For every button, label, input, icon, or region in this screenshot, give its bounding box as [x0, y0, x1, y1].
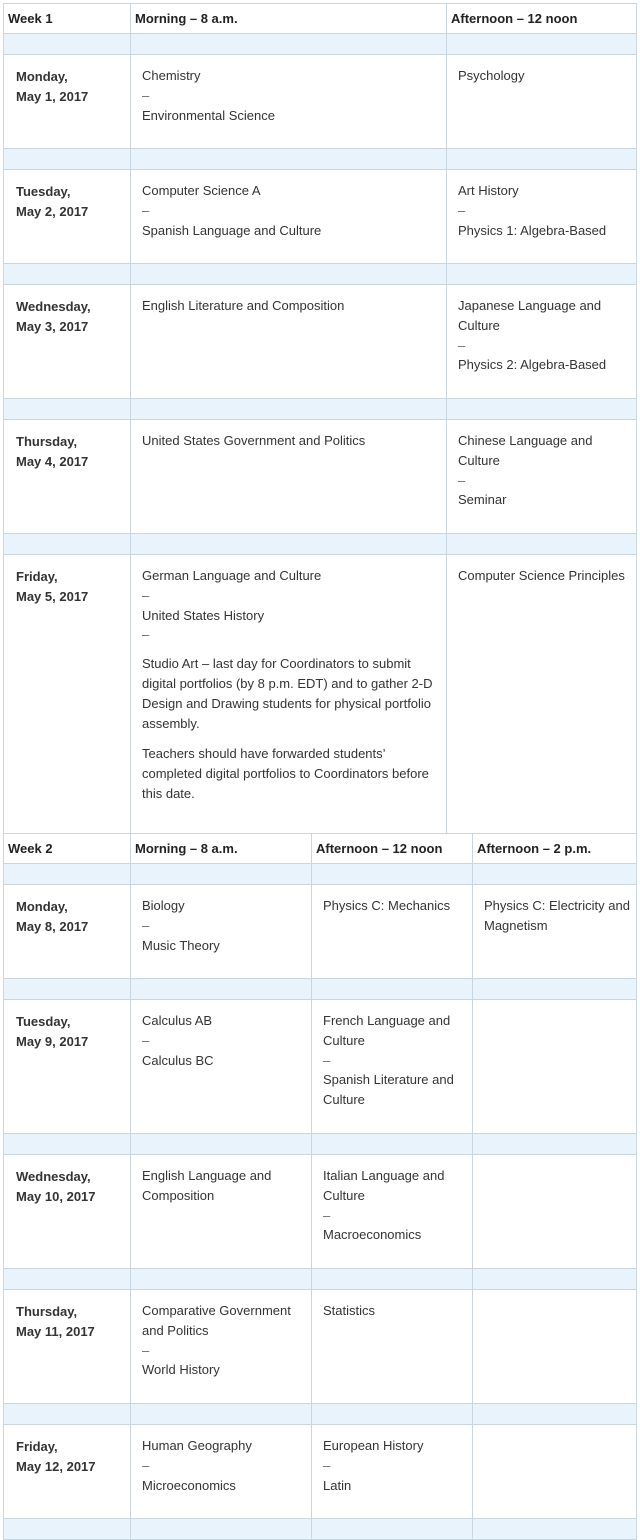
morning-cell	[131, 170, 447, 264]
exam-subject: English Language and Composition	[142, 1168, 272, 1203]
date-label: May 5, 2017	[16, 588, 89, 604]
day-cell	[4, 555, 131, 848]
column-header-morning: Morning – 8 a.m.	[131, 4, 447, 34]
week-1-schedule-table	[3, 3, 637, 869]
afternoon-noon-cell	[312, 1425, 473, 1519]
morning-cell	[131, 55, 447, 149]
date-label: May 9, 2017	[16, 1033, 89, 1049]
spacer-row	[4, 1519, 637, 1540]
exam-subject: Chinese Language and Culture	[458, 433, 593, 468]
separator: –	[458, 202, 466, 218]
spacer-row	[4, 264, 637, 285]
afternoon-cell	[447, 55, 637, 149]
column-header-afternoon-2pm: Afternoon – 2 p.m.	[473, 834, 637, 864]
morning-cell	[131, 1425, 312, 1519]
exam-subject: Psychology	[458, 68, 525, 83]
date-label: May 4, 2017	[16, 453, 89, 469]
afternoon-2pm-cell	[473, 885, 637, 979]
date-label: May 1, 2017	[16, 88, 89, 104]
day-label: Tuesday,	[16, 184, 71, 199]
exam-subject: Physics C: Electricity and Magnetism	[484, 898, 630, 933]
separator: –	[458, 472, 466, 488]
column-header-week: Week 1	[4, 4, 131, 34]
afternoon-noon-cell	[312, 1000, 473, 1134]
day-label: Friday,	[16, 1439, 58, 1454]
separator: –	[142, 1342, 150, 1358]
exam-subject: Environmental Science	[142, 107, 275, 123]
afternoon-cell	[447, 420, 637, 534]
exam-subject: Macroeconomics	[323, 1227, 422, 1243]
separator: –	[142, 627, 150, 643]
exam-subject: Computer Science Principles	[458, 568, 625, 583]
exam-subject: Italian Language and Culture	[323, 1168, 445, 1203]
exam-subject: World History	[142, 1362, 220, 1378]
morning-cell	[131, 555, 447, 848]
spacer-row	[4, 864, 637, 885]
day-cell	[4, 1425, 131, 1519]
day-label: Wednesday,	[16, 1169, 91, 1184]
table-row	[4, 170, 637, 264]
afternoon-noon-cell	[312, 1155, 473, 1269]
separator: –	[142, 1032, 150, 1048]
column-header-week: Week 2	[4, 834, 131, 864]
separator: –	[323, 1207, 331, 1223]
exam-subject: European History	[323, 1438, 424, 1453]
exam-subject: United States Government and Politics	[142, 433, 366, 448]
table-row	[4, 420, 637, 534]
morning-cell	[131, 885, 312, 979]
spacer-row	[4, 1134, 637, 1155]
table-row	[4, 885, 637, 979]
week-2-schedule-table	[3, 833, 637, 1540]
column-header-afternoon-noon: Afternoon – 12 noon	[312, 834, 473, 864]
exam-subject: Latin	[323, 1477, 352, 1493]
exam-subject: Seminar	[458, 492, 507, 508]
table-row	[4, 1000, 637, 1134]
exam-subject: Music Theory	[142, 937, 220, 953]
date-label: May 12, 2017	[16, 1458, 96, 1474]
afternoon-cell	[447, 285, 637, 399]
exam-subject: Microeconomics	[142, 1477, 236, 1493]
exam-subject: Calculus BC	[142, 1052, 214, 1068]
spacer-row	[4, 534, 637, 555]
date-label: May 11, 2017	[16, 1323, 95, 1339]
date-label: May 3, 2017	[16, 318, 89, 334]
date-label: May 8, 2017	[16, 918, 89, 934]
day-cell	[4, 420, 131, 534]
separator: –	[142, 87, 150, 103]
afternoon-2pm-cell	[473, 1290, 637, 1404]
morning-cell	[131, 1290, 312, 1404]
separator: –	[323, 1457, 331, 1473]
spacer-row	[4, 1269, 637, 1290]
day-label: Wednesday,	[16, 299, 91, 314]
day-cell	[4, 1155, 131, 1269]
separator: –	[142, 202, 150, 218]
spacer-row	[4, 399, 637, 420]
afternoon-2pm-cell	[473, 1000, 637, 1134]
exam-subject: Physics C: Mechanics	[323, 898, 451, 913]
afternoon-noon-cell	[312, 1290, 473, 1404]
date-label: May 10, 2017	[16, 1188, 96, 1204]
exam-subject: Comparative Government and Politics	[142, 1303, 291, 1338]
day-label: Thursday,	[16, 1304, 78, 1319]
table-row	[4, 1290, 637, 1404]
day-label: Monday,	[16, 69, 68, 84]
day-cell	[4, 285, 131, 399]
exam-subject: Physics 1: Algebra-Based	[458, 222, 607, 238]
table-row	[4, 1425, 637, 1519]
table-row	[4, 55, 637, 149]
day-cell	[4, 1290, 131, 1404]
morning-cell	[131, 1155, 312, 1269]
separator: –	[323, 1052, 331, 1068]
exam-subject: German Language and Culture	[142, 568, 322, 583]
afternoon-cell	[447, 170, 637, 264]
afternoon-cell	[447, 555, 637, 848]
day-cell	[4, 885, 131, 979]
table-row	[4, 285, 637, 399]
day-label: Monday,	[16, 899, 68, 914]
separator: –	[142, 587, 150, 603]
spacer-row	[4, 149, 637, 170]
exam-subject: Spanish Language and Culture	[142, 222, 322, 238]
table-header-row	[4, 834, 637, 864]
day-cell	[4, 170, 131, 264]
day-label: Tuesday,	[16, 1014, 71, 1029]
afternoon-2pm-cell	[473, 1425, 637, 1519]
spacer-row	[4, 1404, 637, 1425]
exam-subject: Physics 2: Algebra-Based	[458, 357, 607, 373]
exam-subject: Statistics	[323, 1303, 376, 1318]
day-label: Friday,	[16, 569, 58, 584]
exam-subject: Spanish Literature and Culture	[323, 1072, 454, 1108]
exam-subject: Art History	[458, 183, 519, 198]
exam-subject: Calculus AB	[142, 1013, 213, 1028]
table-row	[4, 555, 637, 848]
date-label: May 2, 2017	[16, 203, 89, 219]
exam-subject: United States History	[142, 607, 265, 623]
morning-cell	[131, 1000, 312, 1134]
morning-cell	[131, 285, 447, 399]
exam-subject: French Language and Culture	[323, 1013, 451, 1048]
column-header-afternoon: Afternoon – 12 noon	[447, 4, 637, 34]
table-row	[4, 1155, 637, 1269]
exam-subject: Biology	[142, 898, 185, 913]
day-cell	[4, 55, 131, 149]
separator: –	[142, 1457, 150, 1473]
studio-art-note: Studio Art – last day for Coordinators to submit digital portfolios (by 8 p.m. EDT) and to gather 2-D Design and Drawing students for physical portfolio assembly.	[142, 656, 433, 731]
separator: –	[458, 337, 466, 353]
column-header-morning: Morning – 8 a.m.	[131, 834, 312, 864]
exam-subject: Human Geography	[142, 1438, 252, 1453]
table-header-row	[4, 4, 637, 34]
spacer-row	[4, 979, 637, 1000]
exam-subject: Computer Science A	[142, 183, 261, 198]
afternoon-2pm-cell	[473, 1155, 637, 1269]
morning-cell	[131, 420, 447, 534]
exam-subject: English Literature and Composition	[142, 298, 345, 313]
exam-subject: Japanese Language and Culture	[458, 298, 602, 333]
day-label: Thursday,	[16, 434, 78, 449]
separator: –	[142, 917, 150, 933]
spacer-row	[4, 34, 637, 55]
exam-subject: Chemistry	[142, 68, 201, 83]
day-cell	[4, 1000, 131, 1134]
afternoon-noon-cell	[312, 885, 473, 979]
teachers-note: Teachers should have forwarded students’ completed digital portfolios to Coordinators before this date.	[142, 746, 429, 801]
